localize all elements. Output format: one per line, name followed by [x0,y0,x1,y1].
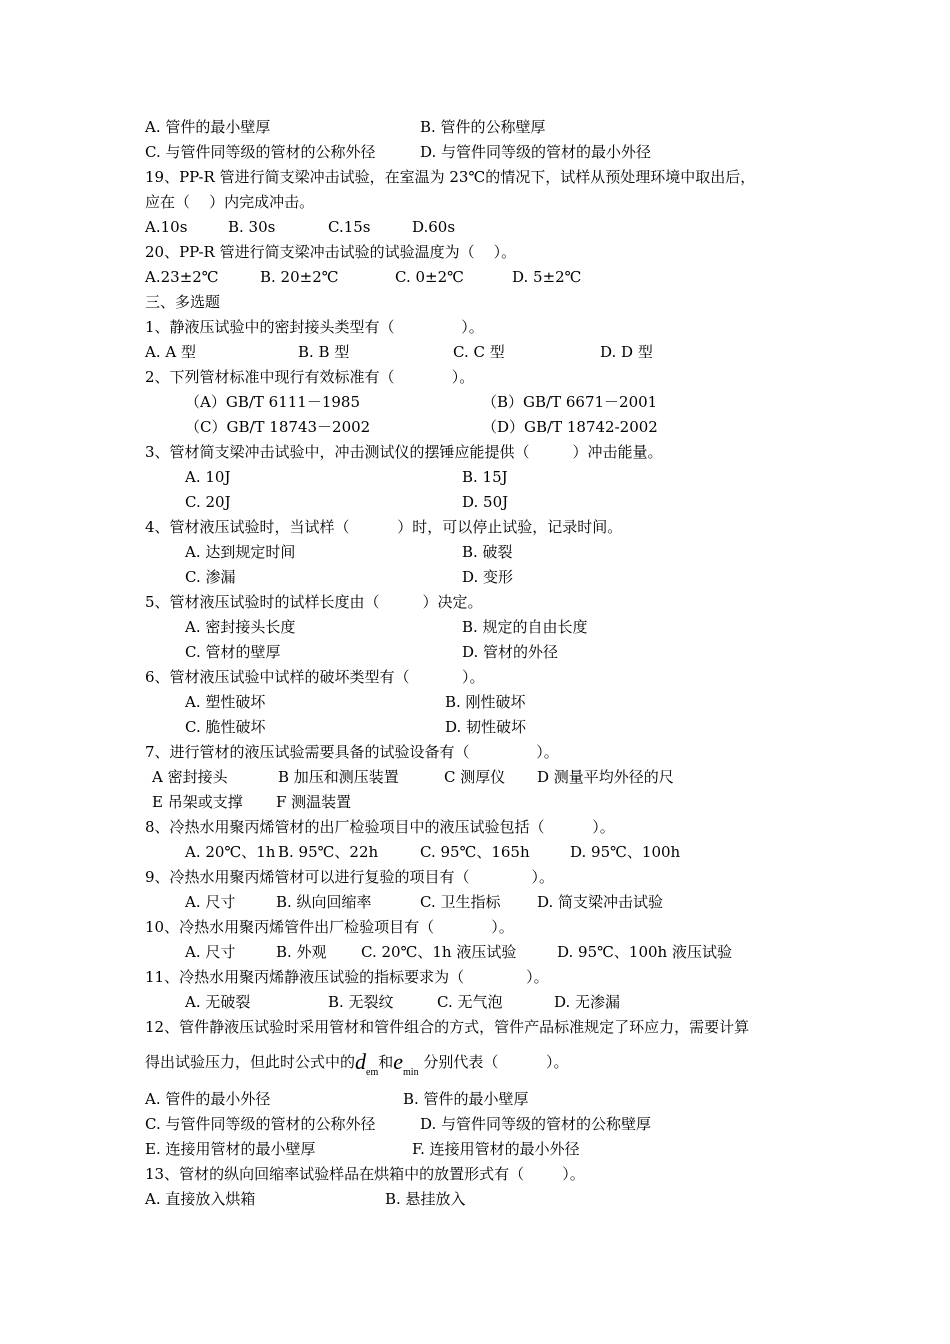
option-text: C. C 型 [453,343,505,361]
option-text: C. 20℃、1h 液压试验 [361,943,517,961]
text-line: 2、下列管材标准中现行有效标准有（ ）。 [145,368,475,386]
option-text: D. 变形 [462,568,514,586]
text-line: 10、冷热水用聚丙烯管件出厂检验项目有（ ）。 [145,918,514,936]
option-text: C. 0±2℃ [395,268,464,286]
text-line: 20、PP-R 管进行简支梁冲击试验的试验温度为（ ）。 [145,243,517,261]
text-line: A. 10J [185,468,231,486]
text-line: 8、冷热水用聚丙烯管材的出厂检验项目中的液压试验包括（ ）。 [145,818,615,836]
option-text: F. 连接用管材的最小外径 [412,1140,580,1158]
text-line: （A）GB/T 6111－1985 [185,393,361,411]
option-text: C. 95℃、165h [420,843,530,861]
option-text: D. 韧性破坏 [445,718,527,736]
text-line: A. 20℃、1h [185,843,276,861]
option-text: D. 5±2℃ [512,268,582,286]
text-line: A. 尺寸 [185,943,236,961]
option-text: B. 规定的自由长度 [462,618,588,636]
formula-text-after: 分别代表（ ）。 [423,1053,569,1071]
text-line: 4、管材液压试验时，当试样（ ）时，可以停止试验，记录时间。 [145,518,623,536]
option-text: C. 无气泡 [437,993,503,1011]
option-text: B. 外观 [276,943,327,961]
option-text: D. 无渗漏 [554,993,621,1011]
text-line: 13、管材的纵向回缩率试验样品在烘箱中的放置形式有（ ）。 [145,1165,585,1183]
text-line: A. 管件的最小壁厚 [145,118,271,136]
option-text: B. B 型 [298,343,350,361]
text-line: 5、管材液压试验时的试样长度由（ ）决定。 [145,593,483,611]
text-line: A 密封接头 [152,768,228,786]
text-line: A. 无破裂 [185,993,251,1011]
option-text: B. 20±2℃ [260,268,339,286]
text-line: C. 管材的壁厚 [185,643,281,661]
text-line: 6、管材液压试验中试样的破坏类型有（ ）。 [145,668,485,686]
option-text: C 测厚仪 [444,768,506,786]
option-text: B. 破裂 [462,543,513,561]
option-text: B. 管件的最小壁厚 [403,1090,529,1108]
text-line: A. 尺寸 [185,893,236,911]
option-text: B. 15J [462,468,508,486]
formula-text-mid: 和 [378,1053,394,1071]
text-line: E. 连接用管材的最小壁厚 [145,1140,316,1158]
text-line: A. 直接放入烘箱 [145,1190,256,1208]
formula-d-symbol: $d_{em}$ [355,1049,379,1078]
option-text: B. 30s [228,218,276,236]
option-text: D. 管材的外径 [462,643,559,661]
option-text: D. 95℃、100h 液压试验 [557,943,732,961]
option-text: B. 纵向回缩率 [276,893,372,911]
option-text: D. D 型 [600,343,653,361]
text-line: A. 塑性破坏 [185,693,266,711]
text-line: A.10s [145,218,188,236]
text-line: A. A 型 [145,343,196,361]
option-text: D. 与管件同等级的管材的公称壁厚 [420,1115,652,1133]
text-line: C. 与管件同等级的管材的公称外径 [145,1115,376,1133]
text-line: C. 渗漏 [185,568,236,586]
option-text: D 测量平均外径的尺 [537,768,674,786]
text-line: 1、静液压试验中的密封接头类型有（ ）。 [145,318,484,336]
option-text: B. 刚性破坏 [445,693,526,711]
option-text: B. 管件的公称壁厚 [420,118,546,136]
q12-formula-line [145,1049,569,1078]
option-text: D. 50J [462,493,509,511]
text-line: C. 与管件同等级的管材的公称外径 [145,143,376,161]
text-line: 7、进行管材的液压试验需要具备的试验设备有（ ）。 [145,743,559,761]
option-text: D. 95℃、100h [570,843,681,861]
option-text: B. 悬挂放入 [385,1190,466,1208]
text-line: 9、冷热水用聚丙烯管材可以进行复验的项目有（ ）。 [145,868,555,886]
option-text: D.60s [412,218,456,236]
text-line: 19、PP-R 管进行简支梁冲击试验，在室温为 23℃的情况下，试样从预处理环境中取出后， [145,168,756,186]
option-text: C.15s [328,218,371,236]
text-line: E 吊架或支撑 [152,793,243,811]
text-line: C. 20J [185,493,231,511]
option-text: （B）GB/T 6671－2001 [482,393,658,411]
option-text: D. 简支梁冲击试验 [537,893,664,911]
text-line: C. 脆性破坏 [185,718,266,736]
text-line: 三、多选题 [145,293,221,311]
text-line: 11、冷热水用聚丙烯静液压试验的指标要求为（ ）。 [145,968,549,986]
text-line: A. 密封接头长度 [185,618,296,636]
option-text: D. 与管件同等级的管材的最小外径 [420,143,652,161]
text-line: A.23±2℃ [145,268,219,286]
text-line: 12、管件静液压试验时采用管材和管件组合的方式，管件产品标准规定了环应力，需要计算 [145,1018,750,1036]
text-line: A. 管件的最小外径 [145,1090,271,1108]
option-text: B. 无裂纹 [328,993,394,1011]
option-text: C. 卫生指标 [420,893,501,911]
option-text: B. 95℃、22h [278,843,379,861]
text-line: （C）GB/T 18743－2002 [185,418,371,436]
text-line: 3、管材简支梁冲击试验中，冲击测试仪的摆锤应能提供（ ）冲击能量。 [145,443,663,461]
text-line: A. 达到规定时间 [185,543,296,561]
option-text: （D）GB/T 18742-2002 [482,418,658,436]
formula-e-symbol: $e_{min}$ [393,1049,419,1078]
formula-text-before: 得出试验压力，但此时公式中的 [145,1053,356,1071]
option-text: B 加压和测压装置 [278,768,399,786]
option-text: F 测温装置 [276,793,352,811]
text-line: 应在（ ）内完成冲击。 [145,193,315,211]
